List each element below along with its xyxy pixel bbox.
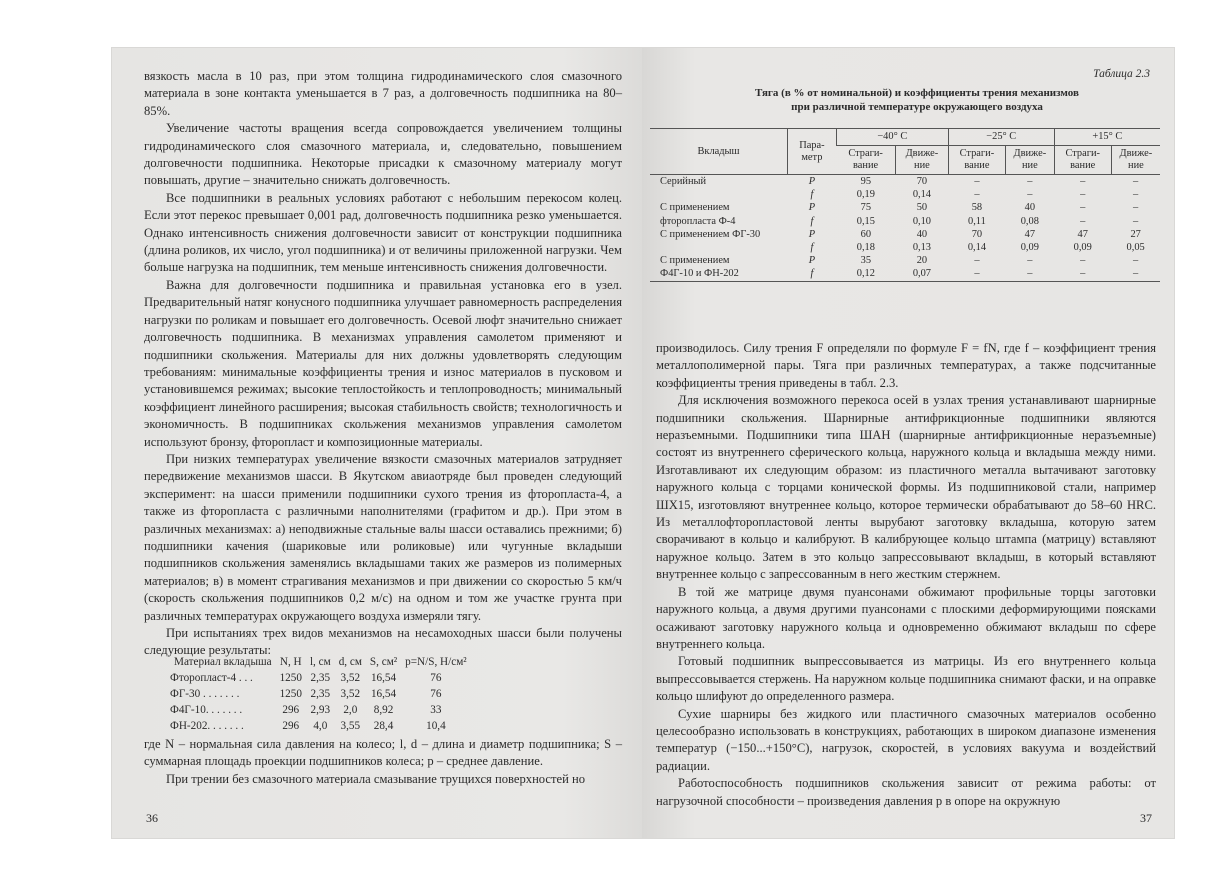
table-header-temp: −40° С [836, 129, 948, 146]
table-cell: 16,54 [370, 688, 397, 700]
paragraph: Важна для долговечности подшипника и правильная установка его в узел. Предварительный натяг конусного подшипника улучшает равномерность распределения нагрузки по роликам и повышает его долговечность. Осевой люфт значительно снижает долговечность подшипника. В механизмах управления самолетом применяют и подшипники скольжения. Материалы для них должны удовлетворять следующим требованиям: минимальные коэффициенты трения и износ материалов в пусковом и установившемся режимах; высокие теплостойкость и теплопроводность; минимальный коэффициент линейного расширения; высокая стабильность свойств; технологичность и экономичность. В подшипниках скольжения механизмов управления самолетом используют бронзу, фторопласт и композиционные материалы. [144, 277, 622, 449]
table-cell: 76 [430, 688, 442, 700]
table-cell: 95 [860, 176, 872, 188]
table-cell: 0,11 [968, 215, 986, 227]
table-cell: 20 [916, 255, 928, 267]
table-header: S, см² [369, 656, 398, 668]
table-cell: – [1054, 267, 1111, 281]
table-cell: – [1027, 176, 1033, 188]
table-cell: 0,05 [1126, 242, 1145, 254]
table-cell: 2,35 [310, 688, 331, 700]
param-symbol: P [808, 228, 816, 240]
table-cell: 47 [1024, 228, 1036, 240]
table-cell: Ф4Г-10. . . . . . . [170, 704, 243, 716]
table-cell: – [1080, 189, 1086, 201]
table-cell: ФН-202. . . . . . . [170, 720, 244, 732]
table-row [650, 201, 1160, 214]
paragraph: Готовый подшипник выпрессовывается из матрицы. Из его внутреннего кольца выпрессовывается стержень. На наружном кольце подшипника снимают фаски, и на оправке кольцо шлифуют до определенного размера. [656, 654, 1156, 704]
table-cell: 2,35 [310, 672, 331, 684]
table-cell: 3,55 [340, 720, 361, 732]
table-cell: 27 [1130, 228, 1141, 240]
table-cell: 16,54 [370, 672, 397, 684]
left-text-bottom [144, 736, 622, 788]
table-cell: – [974, 255, 980, 267]
param-symbol: P [808, 176, 816, 188]
table-row [650, 188, 1160, 201]
table-cell: – [1080, 202, 1086, 214]
row-label [650, 188, 788, 201]
param-symbol: f [788, 267, 837, 281]
table-cell: 76 [430, 672, 442, 684]
table-cell: 0,14 [912, 189, 931, 201]
table-cell: 40 [1024, 202, 1036, 214]
right-page [642, 48, 1174, 838]
param-symbol: f [810, 215, 814, 227]
table-cell: 3,52 [340, 688, 361, 700]
paragraph: где N – нормальная сила давления на колесо; l, d – длина и диаметр подшипника; S – суммарная площадь проекции подшипников колеса; p – среднее давление. [144, 737, 622, 769]
table-header: l, см [309, 656, 331, 668]
table-cell: ФГ-30 . . . . . . . [170, 688, 240, 700]
table-cell: 35 [860, 255, 872, 267]
table-cell: – [1133, 255, 1139, 267]
table-cell: 0,07 [895, 267, 948, 281]
book-spread [112, 48, 1174, 838]
table-cell: – [1133, 176, 1139, 188]
table-header-start: Страги-вание [1054, 146, 1111, 175]
row-label: С применением [660, 202, 730, 214]
table-cell: 0,18 [856, 242, 875, 254]
paragraph: вязкость масла в 10 раз, при этом толщина гидродинамического слоя смазочного материала в зоне контакта уменьшается в 7 раз, а долговечность подшипника на 80–85%. [144, 69, 622, 118]
right-text [656, 340, 1156, 810]
table-header-move: Движе-ние [895, 146, 948, 175]
table-header-move: Движе-ние [1111, 146, 1160, 175]
paragraph: Все подшипники в реальных условиях работают с небольшим перекосом колец. Если этот перекос превышает 0,001 рад, долговечность подшипника резко уменьшается. Однако интенсивность снижения долговечности зависит от конструкции подшипника (длина роликов, их число, угол подшипника) и от величины приложенной нагрузки. Чем больше нагрузка на подшипник, тем меньше интенсивность снижения долговечности. [144, 190, 622, 275]
page-number: 37 [1140, 811, 1152, 825]
paragraph: При испытаниях трех видов механизмов на несамоходных шасси были получены следующие результаты: [144, 626, 622, 658]
table-cell: 296 [282, 704, 300, 716]
table-cell: 75 [860, 202, 872, 214]
table-title-line: при различной температуре окружающего воздуха [791, 101, 1043, 113]
table-cell: 8,92 [373, 704, 394, 716]
table-row [650, 228, 1160, 241]
table-cell: 33 [430, 704, 442, 716]
paragraph: Для исключения возможного перекоса осей в узлах трения устанавливают шарнирные подшипники скольжения. Шарнирные антифрикционные подшипники являются неразъемными. Подшипники типа ШАН (шарнирные антифрикционные неразъемные) состоят из внутреннего сферического кольца, наружного кольца и вкладыша между ними. Изготавливают их следующим образом: из пластичного металла вытачивают заготовку наружного кольца с торцами конической формы. Из подшипниковой стали, например ШХ15, изготовляют внутреннее кольцо, которое термически обрабатывают до 58–60 HRC. Из металлофторопластовой ленты вырубают заготовку вкладыша, которую затем сворачивают в кольцо и калибруют. В калибрующее кольцо штампа (матрицу) вставляют наружное кольцо. Затем в это кольцо запрессовывают вкладыш, в который вставляют внутреннее кольцо с запрессованным в него жестким стержнем. [656, 393, 1156, 582]
table-row [170, 686, 471, 702]
table-row [650, 254, 1160, 267]
table-cell: 0,10 [912, 215, 931, 227]
materials-table [170, 654, 471, 734]
paragraph: Работоспособность подшипников скольжения зависит от режима работы: от нагрузочной способности – произведения давления p в опоре на окружную [656, 776, 1156, 808]
table-header-start: Страги-вание [836, 146, 895, 175]
paragraph: При трении без смазочного материала смазывание трущихся поверхностей но [166, 771, 586, 786]
table-cell: 60 [860, 228, 872, 240]
row-label: С применением [660, 255, 730, 267]
table-header-temp: −25° С [948, 129, 1054, 146]
table-row [650, 215, 1160, 228]
table-cell: – [948, 267, 1005, 281]
table-row [650, 267, 1160, 281]
table-cell: 70 [971, 228, 983, 240]
table-cell: 4,0 [313, 720, 328, 732]
table-row [650, 175, 1160, 189]
table-cell: 50 [916, 202, 928, 214]
table-cell: 28,4 [373, 720, 394, 732]
table-header: N, Н [279, 656, 302, 668]
table-header: p=N/S, Н/см² [405, 656, 467, 668]
table-cell: 0,09 [1020, 242, 1039, 254]
table-cell: – [1111, 267, 1160, 281]
table-cell: 0,13 [912, 242, 931, 254]
table-cell: – [1027, 255, 1033, 267]
table-header-insert: Вкладыш [650, 129, 788, 175]
table-cell: – [974, 189, 980, 201]
row-label: С применением ФГ-30 [660, 228, 761, 240]
table-header-start: Страги-вание [948, 146, 1005, 175]
table-cell: 1250 [279, 672, 302, 684]
table-cell: 58 [971, 202, 983, 214]
paragraph: Увеличение частоты вращения всегда сопровождается увеличением толщины гидродинамического слоя смазочного материала, и, следовательно, повышением долговечности подшипника. Некоторые присадки к смазочному материалу могут повышать, другие – значительно снижать долговечность. [144, 121, 622, 188]
table-cell: 3,52 [340, 672, 361, 684]
table-cell: – [1133, 189, 1139, 201]
row-label: Ф4Г-10 и ФН-202 [650, 267, 788, 281]
table-label: Таблица 2.3 [1093, 68, 1150, 80]
table-cell: 0,12 [836, 267, 895, 281]
table-header-temp: +15° С [1054, 129, 1160, 146]
table-row [170, 702, 471, 718]
table-cell: – [1080, 255, 1086, 267]
param-symbol: f [810, 189, 814, 201]
table-header: Материал вкладыша [174, 656, 272, 668]
table-cell: – [1133, 215, 1139, 227]
table-header-param: Пара-метр [788, 129, 837, 175]
table-cell: – [1080, 215, 1086, 227]
table-cell: 0,19 [856, 189, 875, 201]
table-row [650, 241, 1160, 254]
table-cell: 1250 [279, 688, 302, 700]
table-cell: 10,4 [426, 720, 446, 732]
table-row [170, 670, 471, 686]
row-label [650, 241, 788, 254]
param-symbol: f [810, 242, 814, 254]
table-cell: 296 [282, 720, 300, 732]
table-cell: – [1080, 176, 1086, 188]
table-header: d, см [338, 656, 362, 668]
table-cell: 47 [1077, 228, 1088, 240]
friction-table [650, 128, 1160, 282]
table-cell: 2,93 [310, 704, 331, 716]
table-cell: – [974, 176, 980, 188]
paragraph: При низких температурах увеличение вязкости смазочных материалов затрудняет передвижение механизмов шасси. В Якутском авиаотряде был проведен следующий эксперимент: на шасси применили подшипники сухого трения из фторопласта-4, а также из фторопласта с различными наполнителями (графитом и др.). При этом в различных механизмах: а) неподвижные стальные валы шасси оставались прежними; б) подшипники качения (шариковые или роликовые) или чугунные вкладыши подшипников скольжения заменялись вкладышами таких же размеров из полимерных материалов; в) в момент страгивания механизмов и при движении со скоростью 5 км/ч (скорость скольжения подшипников 0,2 м/с) на одном и том же участке грунта при различных температурах окружающего воздуха измеряли тягу. [144, 451, 622, 623]
page-number: 36 [146, 811, 158, 825]
table-cell: – [1005, 267, 1054, 281]
param-symbol: P [808, 202, 816, 214]
param-symbol: P [808, 255, 816, 267]
table-header-move: Движе-ние [1005, 146, 1054, 175]
table-cell: 0,09 [1073, 242, 1092, 254]
paragraph: В той же матрице двумя пуансонами обжимают профильные торцы заготовки наружного кольца, а двумя другими пуансонами с плоскими деформирующими поясками осаживают заготовку наружного кольца и одновременно обжимают вкладыш по сфере внутреннего кольца. [656, 584, 1156, 651]
paragraph: Сухие шарниры без жидкого или пластичного смазочных материалов особенно целесообразно использовать в конструкциях, работающих в широком диапазоне изменения температур (−150...+150°С), нагрузок, скоростей, в условиях вакуума и воздействий радиации. [656, 706, 1156, 773]
left-page [112, 48, 642, 838]
table-cell: 40 [916, 228, 928, 240]
table-cell: 70 [916, 176, 928, 188]
row-label: Серийный [660, 176, 707, 188]
table-row [170, 718, 471, 734]
table-title [702, 86, 1132, 114]
left-text-top [144, 68, 622, 660]
table-cell: 2,0 [343, 704, 358, 716]
paragraph: производилось. Силу трения F определяли по формуле F = fN, где f – коэффициент трения металлополимерной пары. Тяга при различных температурах, а также подсчитанные коэффициенты трения приведены в табл. 2.3. [656, 341, 1156, 390]
table-cell: – [1133, 202, 1139, 214]
table-cell: 0,15 [856, 215, 875, 227]
table-cell: 0,08 [1020, 215, 1039, 227]
table-cell: Фторопласт-4 . . . [170, 672, 253, 684]
table-title-line: Тяга (в % от номинальной) и коэффициенты трения механизмов [755, 87, 1079, 99]
table-cell: – [1027, 189, 1033, 201]
row-label: фторопласта Ф-4 [660, 215, 736, 227]
table-cell: 0,14 [967, 242, 987, 254]
